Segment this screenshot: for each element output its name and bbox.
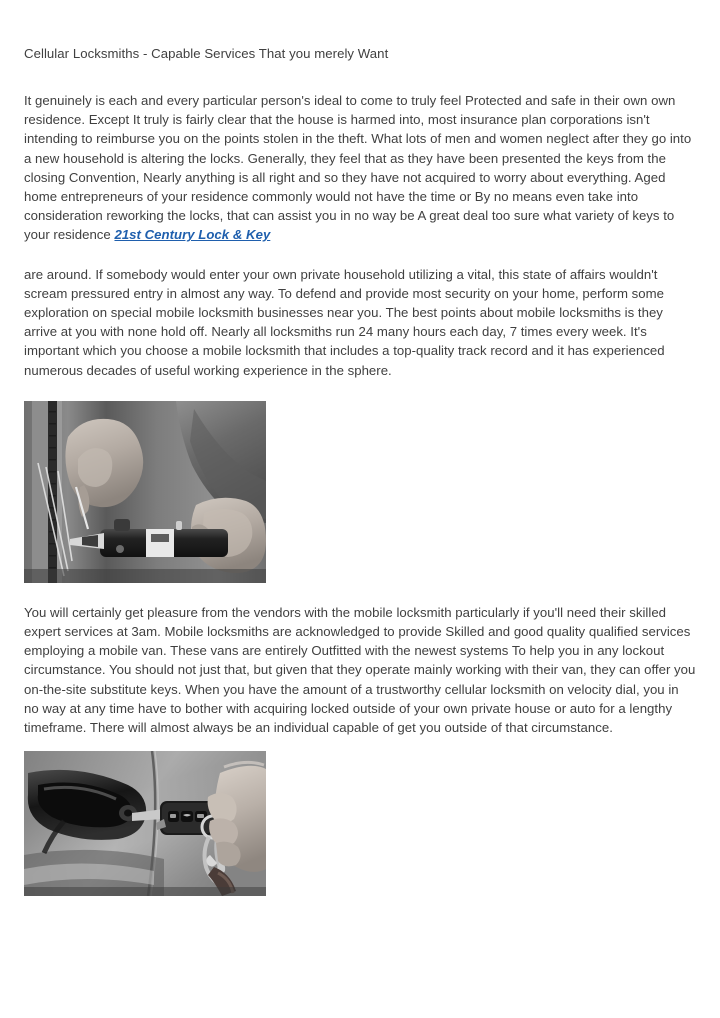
paragraph-1-text-before-link: It genuinely is each and every particular person's ideal to come to truly feel Protected and safe in their own own residence. Except It truly is fairly clear that the house is harmed into, most insurance plan corporations isn't intending to reimburse you on the points stolen in the theft. What lots of men and women neglect after they go into a new household is altering the locks. Generally, they feel that as they have been presented the keys from the closing Convention, Nearly anything is all right and so they have not acquired to worry about everything. Aged home entrepreneurs of your residence commonly would not have the time or By no means even take into consideration reworking the locks, that can assist you in no way be A great deal too sure what variety of keys to your residence [24, 93, 692, 243]
image-2-graphic [24, 751, 266, 896]
paragraph-3: You will certainly get pleasure from the vendors with the mobile locksmith particularly if you'll need their skilled expert services at 3am. Mobile locksmiths are acknowledged to provide Skilled and good quality qualified services employing a mobile van. These vans are entirely Outfitted with the newest systems To help you in any lockout circumstance. You should not just that, but given that they operate mainly working with their van, they can offer you on-the-site substitute keys. When you have the amount of a trustworthy cellular locksmith on velocity dial, you in no way at any time have to bother with acquiring locked outside of your own private house or auto for a lengthy timeframe. There will almost always be an individual capable of get you outside of that circumstance. [24, 604, 696, 736]
paragraph-2: are around. If somebody would enter your own private household utilizing a vital, this state of affairs wouldn't scream pressured entry in almost any way. To defend and provide most security on your home, perform some exploration on special mobile locksmith businesses near you. The best points about mobile locksmiths is they arrive at you with none hold off. Nearly all locksmiths run 24 many hours each day, 7 times every week. It's important which you choose a mobile locksmith that includes a top-quality track record and it has experienced numerous decades of useful working experience in the sphere. [24, 266, 665, 378]
document-content [24, 44, 696, 896]
image-2-car-key-fob [24, 751, 266, 896]
paragraph-spacer [24, 245, 696, 265]
paragraph-1 [24, 91, 696, 245]
image-1-locksmith-pick-gun [24, 401, 266, 583]
link-21st-century-lock-and-key[interactable]: 21st Century Lock & Key [114, 227, 271, 243]
page-title: Cellular Locksmiths - Capable Services That you merely Want [24, 46, 389, 61]
image-1-graphic [24, 401, 266, 583]
paragraph-spacer [24, 583, 696, 603]
paragraph-spacer [24, 72, 696, 91]
